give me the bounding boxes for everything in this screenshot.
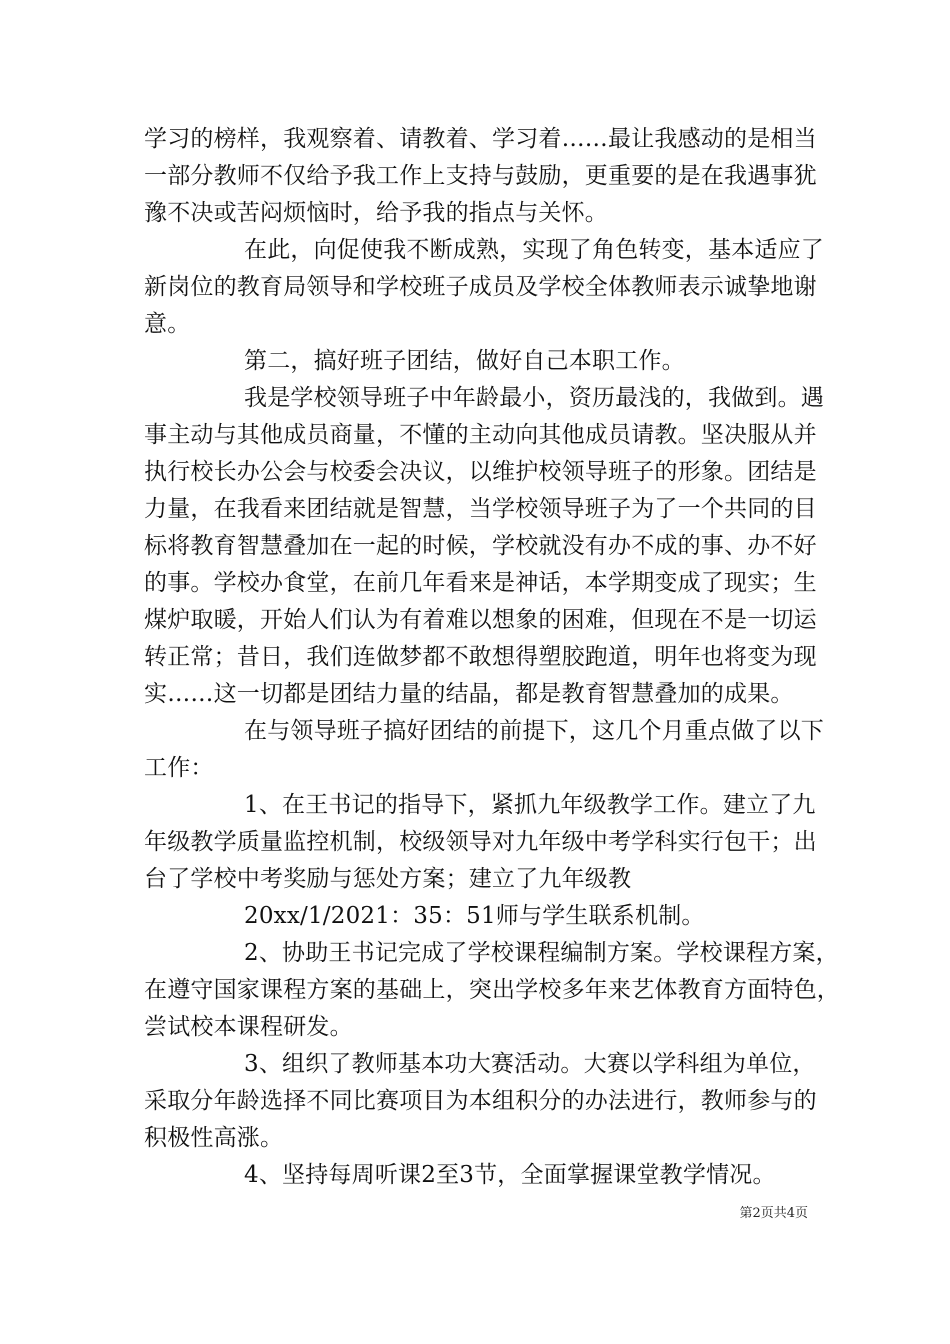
text-line: 尝试校本课程研发。 [144, 1014, 353, 1040]
text-line: 20xx/1/2021：35：51师与学生联系机制。 [244, 903, 705, 929]
list-item-4: 4、坚持每周听课2至3节，全面掌握课堂教学情况。 [244, 1162, 776, 1188]
list-item-1: 1、在王书记的指导下，紧抓九年级教学工作。建立了九 [244, 792, 816, 818]
text-line: 事主动与其他成员商量，不懂的主动向其他成员请教。坚决服从并 [144, 422, 817, 448]
text-line: 的事。学校办食堂，在前几年看来是神话，本学期变成了现实；生 [144, 570, 817, 596]
text-line: 在与领导班子搞好团结的前提下，这几个月重点做了以下 [244, 718, 824, 744]
text-line: 豫不决或苦闷烦恼时，给予我的指点与关怀。 [144, 200, 608, 226]
text-line: 我是学校领导班子中年龄最小，资历最浅的，我做到。遇 [244, 385, 824, 411]
text-line: 转正常；昔日，我们连做梦都不敢想得塑胶跑道，明年也将变为现 [144, 644, 817, 670]
text-line: 新岗位的教育局领导和学校班子成员及学校全体教师表示诚挚地谢 [144, 274, 817, 300]
text-line: 积极性高涨。 [144, 1125, 284, 1151]
text-line: 煤炉取暖，开始人们认为有着难以想象的困难，但现在不是一切运 [144, 607, 817, 633]
section-heading: 第二，搞好班子团结，做好自己本职工作。 [244, 348, 685, 374]
text-line: 台了学校中考奖励与惩处方案；建立了九年级教 [144, 866, 632, 892]
text-line: 执行校长办公会与校委会决议，以维护校领导班子的形象。团结是 [144, 459, 817, 485]
text-line: 标将教育智慧叠加在一起的时候，学校就没有办不成的事、办不好 [144, 533, 817, 559]
text-line: 采取分年龄选择不同比赛项目为本组积分的办法进行，教师参与的 [144, 1088, 817, 1114]
text-line: 在此，向促使我不断成熟，实现了角色转变，基本适应了 [244, 237, 824, 263]
text-line: 实……这一切都是团结力量的结晶，都是教育智慧叠加的成果。 [144, 681, 794, 707]
text-line: 力量，在我看来团结就是智慧，当学校领导班子为了一个共同的目 [144, 496, 817, 522]
text-line: 在遵守国家课程方案的基础上，突出学校多年来艺体教育方面特色， [144, 977, 840, 1003]
text-line: 意。 [144, 311, 191, 337]
list-item-3: 3、组织了教师基本功大赛活动。大赛以学科组为单位， [244, 1051, 816, 1077]
page-number: 第2页共4页 [739, 1206, 808, 1221]
text-line: 工作： [144, 755, 214, 781]
list-item-2: 2、协助王书记完成了学校课程编制方案。学校课程方案， [244, 940, 839, 966]
text-line: 年级教学质量监控机制，校级领导对九年级中考学科实行包干；出 [144, 829, 817, 855]
text-line: 学习的榜样，我观察着、请教着、学习着……最让我感动的是相当 [144, 126, 817, 152]
text-line: 一部分教师不仅给予我工作上支持与鼓励，更重要的是在我遇事犹 [144, 163, 817, 189]
